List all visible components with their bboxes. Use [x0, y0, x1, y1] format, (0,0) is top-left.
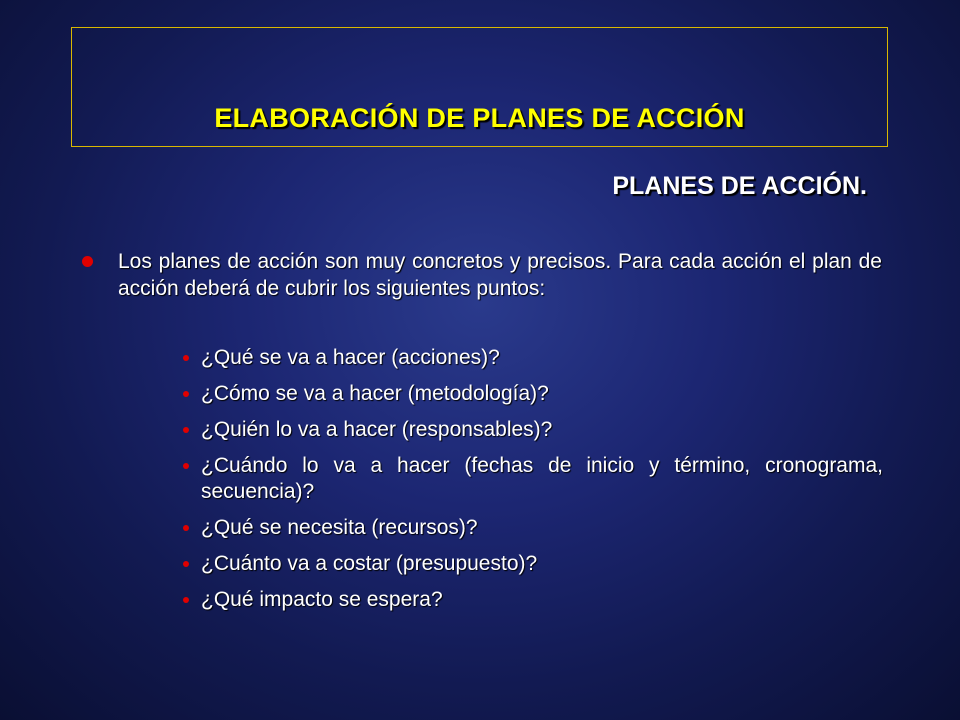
bullet-dot-icon: [183, 525, 189, 531]
slide-subtitle: PLANES DE ACCIÓN.: [612, 172, 867, 200]
intro-text: Los planes de acción son muy concretos y precisos. Para cada acción el plan de acción deberá de cubrir los siguientes puntos:: [118, 250, 882, 300]
bullet-dot-icon: [183, 427, 189, 433]
list-item: [183, 515, 883, 541]
points-list: [183, 345, 883, 623]
bullet-dot-icon: [183, 561, 189, 567]
point-text: ¿Qué se necesita (recursos)?: [201, 516, 478, 539]
bullet-dot-icon: [183, 355, 189, 361]
intro-paragraph: [82, 248, 882, 302]
point-text: ¿Cómo se va a hacer (metodología)?: [201, 382, 549, 405]
point-text: ¿Qué impacto se espera?: [201, 588, 443, 611]
list-item: [183, 587, 883, 613]
title-box: [71, 27, 888, 147]
bullet-dot-icon: [183, 463, 189, 469]
list-item: [183, 551, 883, 577]
bullet-dot-icon: [183, 391, 189, 397]
point-text: ¿Quién lo va a hacer (responsables)?: [201, 418, 553, 441]
point-text: ¿Cuándo lo va a hacer (fechas de inicio y término, cronograma, secuencia)?: [201, 454, 883, 503]
list-item: [183, 453, 883, 505]
point-text: ¿Qué se va a hacer (acciones)?: [201, 346, 500, 369]
list-item: [183, 381, 883, 407]
list-item: [183, 345, 883, 371]
point-text: ¿Cuánto va a costar (presupuesto)?: [201, 552, 538, 575]
bullet-dot-icon: [183, 597, 189, 603]
slide-title: ELABORACIÓN DE PLANES DE ACCIÓN: [214, 103, 745, 133]
list-item: [183, 417, 883, 443]
red-disc-bullet-icon: [82, 256, 93, 267]
